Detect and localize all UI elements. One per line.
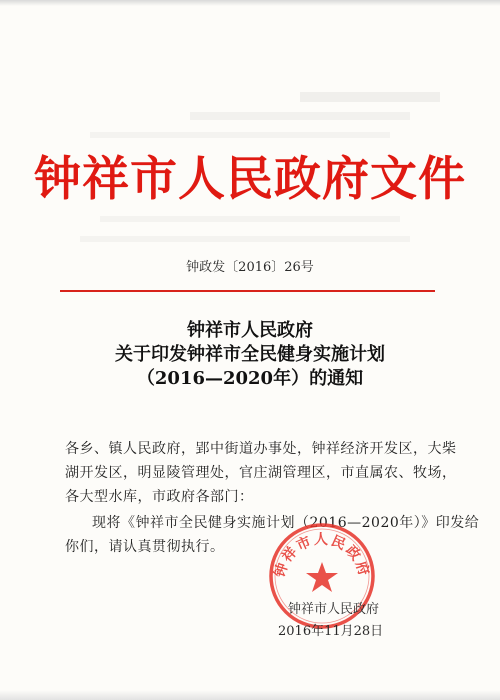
document-number: 钟政发〔2016〕26号 [186,260,314,275]
star-icon [306,562,338,592]
recipients-line-3: 各大型水库，市政府各部门： [65,489,254,505]
bleed-through-mark [100,216,400,222]
notice-title-line-1: 钟祥市人民政府 [187,320,313,341]
scan-top-shadow [0,0,500,6]
recipients-line-1: 各乡、镇人民政府，郢中街道办事处，钟祥经济开发区，大柴 [65,441,457,457]
bleed-through-mark [80,236,410,242]
recipients-line-2: 湖开发区，明显陵管理处，官庄湖管理区，市直属农、牧场， [65,465,457,481]
bleed-through-mark [190,112,410,120]
red-separator-line [60,290,435,292]
body-text-line-1: 现将《钟祥市全民健身实施计划（2016—2020年）》印发给 [92,515,480,531]
bleed-through-mark [300,92,440,102]
bleed-through-mark [90,132,390,138]
body-text-line-2: 你们，请认真贯彻执行。 [65,539,225,555]
issue-date: 2016年11月28日 [278,624,384,639]
notice-title-line-2: 关于印发钟祥市全民健身实施计划 [115,344,385,365]
seal-text: 钟祥市人民政府 [271,532,373,580]
scan-bottom-shadow [0,690,500,700]
issuer-name: 钟祥市人民政府 [288,602,380,617]
notice-title-line-3: （2016—2020年）的通知 [136,368,364,389]
document-header-title: 钟祥市人民政府文件 [34,152,466,207]
